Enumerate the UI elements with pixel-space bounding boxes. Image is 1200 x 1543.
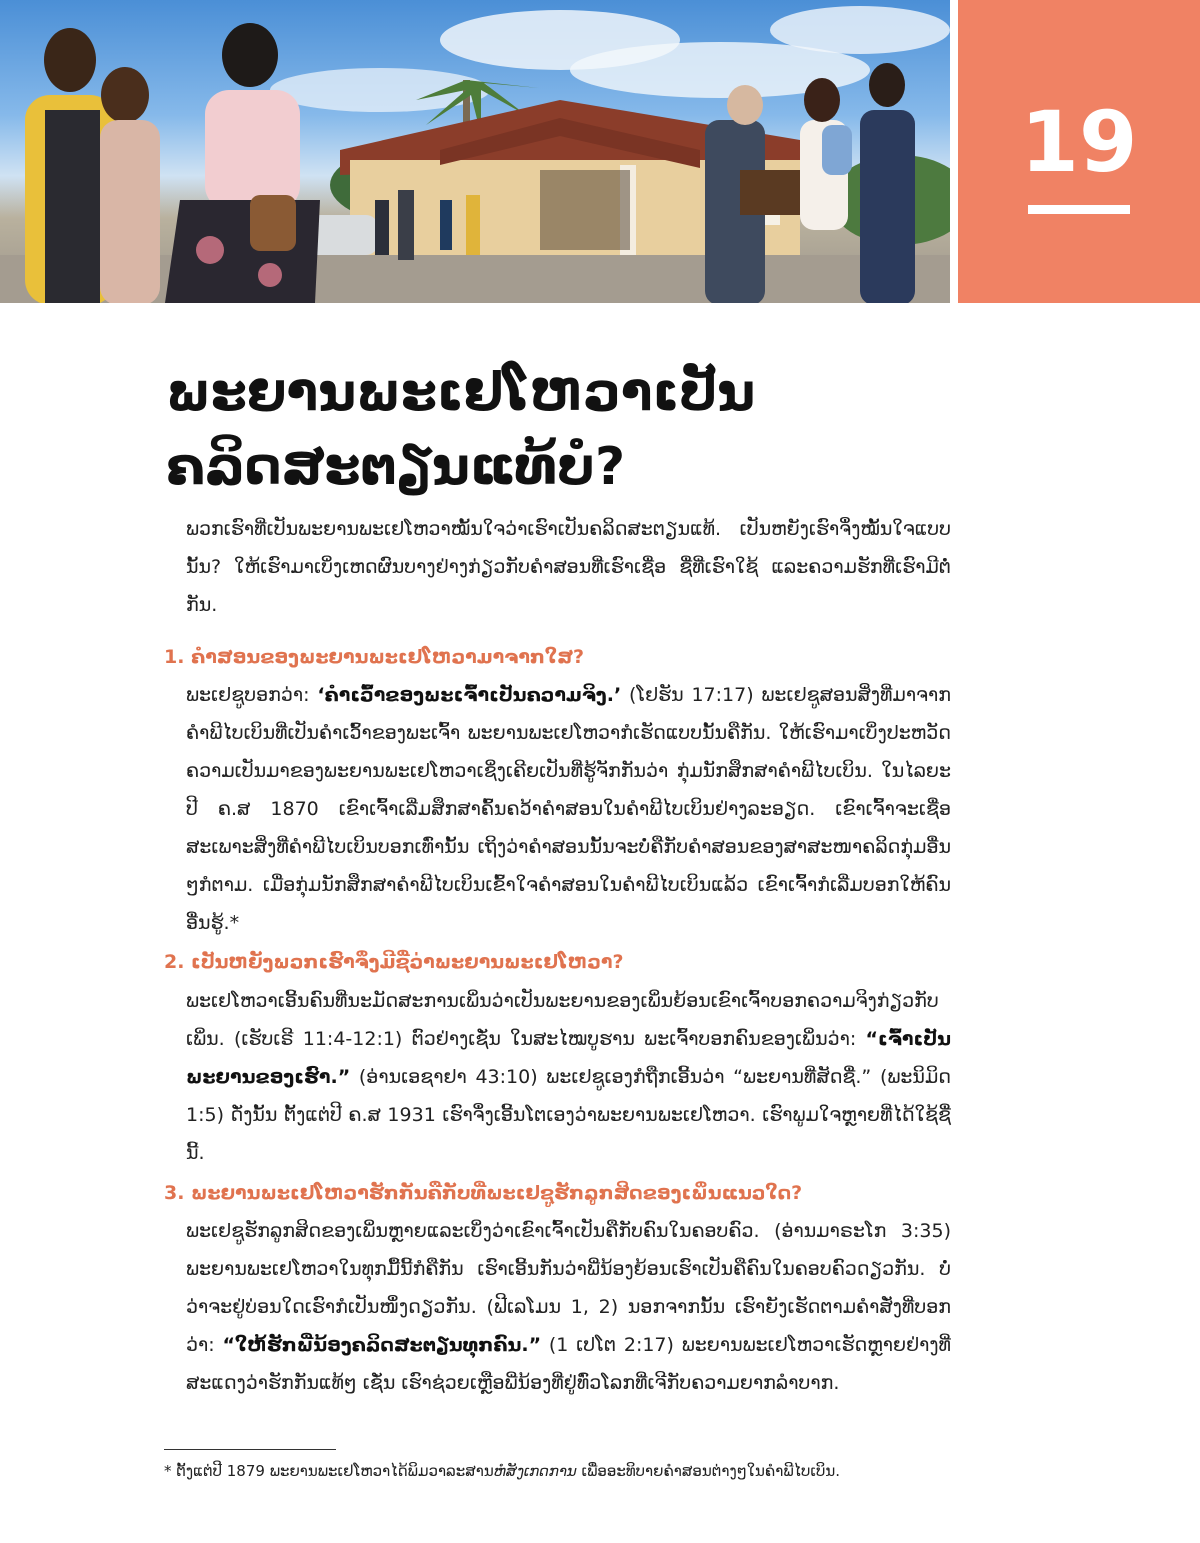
answer-1-text-end: (ໂຢຮັນ 17:17) ພະເຢຊູສອນສິ່ງທີ່ມາຈາກຄຳພີໄບເບິນທີ່ເປັນຄຳເວົ້າຂອງພະເຈົ້າ ພະຍານພະເຢໂຫວາກໍເຮັດແບບນັ້ນຄືກັນ. ໃຫ້ເຮົາມາເບິ່ງປະຫວັດຄວາມເປັນມາຂອງພະຍານພະເຢໂຫວາເຊິ່ງເຄີຍເປັນທີ່ຮູ້ຈັກກັນວ່າ ກຸ່ມນັກສຶກສາຄຳພີໄບເບິນ. ໃນໄລຍະປີ ຄ.ສ 1870 ເຂົາເຈົ້າເລີ່ມສຶກສາຄົ້ນຄວ້າຄຳສອນໃນຄຳພີໄບເບິນຢ່າງລະອຽດ. ເຂົາເຈົ້າຈະເຊື່ອສະເພາະສິ່ງທີ່ຄຳພີໄບເບິນບອກເທົ່ານັ້ນ ເຖິງວ່າຄຳສອນນັ້ນຈະບໍ່ຄືກັບຄຳສອນຂອງສາສະໜາຄລິດກຸ່ມອື່ນໆກໍຕາມ. ເມື່ອກຸ່ມນັກສຶກສາຄຳພີໄບເບິນເຂົ້າໃຈຄຳສອນໃນຄຳພີໄບເບິນແລ້ວ ເຂົາເຈົ້າກໍເລີ່ມບອກໃຫ້ຄົນອື່ນຮູ້.*	[186, 684, 951, 934]
answer-3-paragraph	[186, 1212, 951, 1402]
page-title-line-1: ພະຍານພະເຢໂຫວາເປັນ	[166, 363, 756, 423]
intro-paragraph: ພວກເຮົາທີ່ເປັນພະຍານພະເຢໂຫວາໝັ້ນໃຈວ່າເຮົາເປັນຄລິດສະຕຽນແທ້. ເປັນຫຍັງເຮົາຈຶ່ງໝັ້ນໃຈແບບນັ້ນ? ໃຫ້ເຮົາມາເບິ່ງເຫດຜົນບາງຢ່າງກ່ຽວກັບຄຳສອນທີ່ເຮົາເຊື່ອ ຊື່ທີ່ເຮົາໃຊ້ ແລະຄວາມຮັກທີ່ເຮົາມີຕໍ່ກັນ.	[186, 518, 951, 616]
footnote-divider	[164, 1449, 336, 1450]
answer-2-paragraph	[186, 982, 951, 1172]
answer-3-text-end: (1 ເປໂຕ 2:17) ພະຍານພະເຢໂຫວາເຮັດຫຼາຍຢ່າງທີ່ສະແດງວ່າຮັກກັນແທ້ໆ ເຊັ່ນ ເຮົາຊ່ວຍເຫຼືອພີ່ນ້ອງທີ່ຢູ່ທົ່ວໂລກທີ່ເຈີກັບຄວາມຍາກລຳບາກ.	[186, 1334, 952, 1394]
answer-1-quote: ‘ຄຳເວົ້າຂອງພະເຈົ້າເປັນຄວາມຈິງ.’	[317, 684, 622, 706]
footnote-magazine-title: ຫໍສັງເກດການ	[493, 1462, 577, 1480]
lesson-number-box	[958, 0, 1200, 303]
answer-3-text-start: ພະເຢຊູຮັກລູກສິດຂອງເພິ່ນຫຼາຍແລະເບິ່ງວ່າເຂົາເຈົ້າເປັນຄືກັບຄົນໃນຄອບຄົວ. (ອ່ານມາຣະໂກ 3:35) ພະຍານພະເຢໂຫວາໃນທຸກມື້ນີ້ກໍຄືກັນ ເຮົາເອີ້ນກັນວ່າພີ່ນ້ອງຍ້ອນເຮົາເປັນຄືຄົນໃນຄອບຄົວດຽວກັນ. ບໍ່ວ່າຈະຢູ່ບ່ອນໃດເຮົາກໍເປັນໜຶ່ງດຽວກັນ. (ຟີເລໂມນ 1, 2) ນອກຈາກນັ້ນ ເຮົາຍັງເຮັດຕາມຄຳສັ່ງທີ່ບອກວ່າ:	[186, 1220, 951, 1356]
question-2: 2. ເປັນຫຍັງພວກເຮົາຈຶ່ງມີຊື່ວ່າພະຍານພະເຢໂຫວາ?	[164, 951, 624, 973]
lesson-number: 19	[1020, 93, 1138, 191]
answer-1-text-start: ພະເຢຊູບອກວ່າ:	[186, 684, 318, 706]
question-1: 1. ຄຳສອນຂອງພະຍານພະເຢໂຫວາມາຈາກໃສ?	[164, 646, 585, 668]
question-3: 3. ພະຍານພະເຢໂຫວາຮັກກັນຄືກັບທີ່ພະເຢຊູຮັກລູກສິດຂອງເພິ່ນແນວໃດ?	[164, 1182, 803, 1204]
answer-1-paragraph	[186, 676, 951, 942]
answer-2-quote: “ເຈົ້າເປັນພະຍານຂອງເຮົາ.”	[186, 1028, 951, 1088]
header-photo	[0, 0, 950, 303]
footnote-text-start: * ຕັ້ງແຕ່ປີ 1879 ພະຍານພະເຢໂຫວາໄດ້ພິມວາລະສານ	[164, 1462, 494, 1480]
footnote	[164, 1458, 964, 1484]
answer-2-text-start: ພະເຢໂຫວາເອີ້ນຄົນທີ່ນະມັດສະການເພິ່ນວ່າເປັນພະຍານຂອງເພິ່ນຍ້ອນເຂົາເຈົ້າບອກຄວາມຈິງກ່ຽວກັບເພິ່ນ. (ເຮັບເຣີ 11:4-12:1) ຕົວຢ່າງເຊັ່ນ ໃນສະໄໝບູຮານ ພະເຈົ້າບອກຄົນຂອງເພິ່ນວ່າ:	[186, 990, 939, 1050]
footnote-text-end: ເພື່ອອະທິບາຍຄຳສອນຕ່າງໆໃນຄຳພີໄບເບິນ.	[576, 1462, 841, 1480]
answer-2-text-end: (ອ່ານເອຊາຢາ 43:10) ພະເຢຊູເອງກໍຖືກເອີ້ນວ່າ “ພະຍານທີ່ສັດຊື່.” (ພະນິມິດ 1:5) ດັ່ງນັ້ນ ຕັ້ງແຕ່ປີ ຄ.ສ 1931 ເຮົາຈຶ່ງເອີ້ນໂຕເອງວ່າພະຍານພະເຢໂຫວາ. ເຮົາພູມໃຈຫຼາຍທີ່ໄດ້ໃຊ້ຊື່ນີ້.	[186, 1066, 951, 1164]
page-title-line-2: ຄລິດສະຕຽນແທ້ບໍ?	[166, 437, 626, 497]
kingdom-hall-scene-illustration	[0, 0, 950, 303]
answer-3-quote: “ໃຫ້ຮັກພີ່ນ້ອງຄລິດສະຕຽນທຸກຄົນ.”	[222, 1334, 542, 1356]
page-title	[166, 356, 1026, 504]
lesson-number-underline	[1028, 205, 1130, 214]
